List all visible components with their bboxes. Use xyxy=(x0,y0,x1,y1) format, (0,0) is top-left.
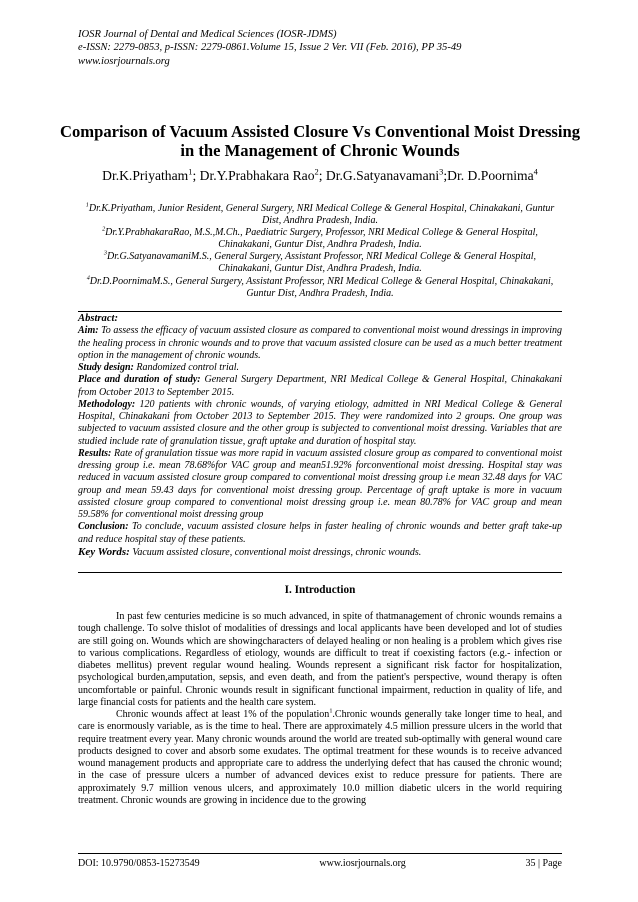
methodology-text: 120 patients with chronic wounds, of varying etiology, admitted in NRI Medical College & General Hospital, Chinakakani from October 2013 to September 2015. They were randomized into 2 groups. One group was subjected to vacuum assisted closure and the other group is subjected to conventional moist dressing. Variables that are studied include rate of granulation tissue, graft uptake and duration of hospital stay. xyxy=(78,398,562,447)
abstract-bottom-rule xyxy=(78,572,562,573)
author-affil-sup: 3 xyxy=(439,166,444,177)
author-affil-sup: 1 xyxy=(188,166,193,177)
abstract-top-rule xyxy=(78,311,562,312)
journal-name: IOSR Journal of Dental and Medical Sciences (IOSR-JDMS) xyxy=(78,29,337,40)
affiliation xyxy=(80,251,560,275)
conclusion-label: Conclusion: xyxy=(78,521,129,533)
author-name: Dr.Y.Prabhakara Rao xyxy=(199,168,315,183)
affiliation-sup: 1 xyxy=(85,201,89,209)
footer-url: www.iosrjournals.org xyxy=(319,858,406,869)
author-name: Dr.G.Satyanavamani xyxy=(325,168,440,183)
place-text: General Surgery Department, NRI Medical College & General Hospital, Chinakakani from October 2013 to September 2015. xyxy=(78,374,563,398)
author-name: Dr. D.Poornima xyxy=(447,168,534,183)
abstract-heading: Abstract: xyxy=(78,313,119,324)
section-heading: I. Introduction xyxy=(284,584,356,596)
body-paragraph: In past few centuries medicine is so much advanced, in spite of thatmanagement of chronic wounds remains a tough challenge. To solve thislot of modalities of dressings and local applicants have been developed and lot of studies are still going on. Wounds which are showingcharacters of delayed healing or non healing is a problem which gives rise to various complications. Regardless of etiology, wounds are difficult to treat if coexisting factors (e.g.- infection or diabetes mellitus) prevent regular wound healing. Wounds represent a significant risk factor for hospitalization, psychological burden,amputation, sepsis, and even death, and from the patient's perspective, wound therapy is often uncomfortable or painful. Chronic wounds result in significant functional impairment, reduction in quality of life, and large financial costs for patients and the health care system. xyxy=(78,611,562,708)
abstract-keywords xyxy=(78,546,562,559)
place-label: Place and duration of study: xyxy=(78,374,201,386)
results-label: Results: xyxy=(78,447,112,459)
affiliation-text: Dr.G.SatyanavamaniM.S., General Surgery, Assistant Professor, NRI Medical College & General Hospital, Chinakakani, Guntur Dist, Andhra Pradesh, India. xyxy=(107,251,537,275)
affiliation xyxy=(80,276,560,300)
abstract-results xyxy=(78,448,562,522)
author-separator: ; xyxy=(443,168,448,183)
affiliations xyxy=(80,203,560,300)
journal-issn: e-ISSN: 2279-0853, p-ISSN: 2279-0861.Volume 15, Issue 2 Ver. VII (Feb. 2016), PP 35-49 xyxy=(78,42,462,54)
keywords-label: Key Words: xyxy=(78,545,130,558)
results-text: Rate of granulation tissue was more rapid in vacuum assisted closure group as compared to conventional moist dressing group i.e. mean 78.68%for VAC group and mean51.92% forconventional moist dressing. Hospital stay was reduced in vacuum assisted closure group compared to conventional moist dressing group i.e mean 32.48 days for VAC group and mean 59.43 days for conventional moist dressing group. Percentage of graft uptake is more in vacuum assisted closure group compared to conventional moist dressing group i.e. mean 80.78% for VAC group and mean 59.58% for conventional moist dressing group xyxy=(78,447,563,520)
footer-doi: DOI: 10.9790/0853-15273549 xyxy=(78,858,200,869)
journal-header xyxy=(78,28,568,68)
affiliation-sup: 3 xyxy=(103,250,108,258)
author-affil-sup: 2 xyxy=(314,166,319,177)
conclusion-text: To conclude, vacuum assisted closure helps in faster healing of chronic wounds and better graft take-up and reduce hospital stay of these patients. xyxy=(78,521,562,545)
author-separator: ; xyxy=(192,168,200,183)
footer-page-number: 35 | Page xyxy=(525,858,562,869)
paragraph-text: .Chronic wounds generally take longer time to heal, and care is enormously variable, as is the time to heal. There are approximately 4.5 million pressure ulcers in the world that require treatment every year. Many chronic wounds around the world are treated sub-optimally with general wound care products designed to cover and absorb some exudates. The optimal treatment for these wounds is to receive advanced wound management products and appropriate care to address the underlying defect that has caused the chronic wound; in the case of pressure ulcers a number of advanced devices exist to reduce pressure for patients. There are approximately 9.7 million venous ulcers, and approximately 10.0 million diabetic ulcers in the world requiring treatment. Chronic wounds are growing in incidence due to the growing xyxy=(78,709,562,806)
paragraph-text: Chronic wounds affect at least 1% of the population xyxy=(116,709,330,720)
abstract-block xyxy=(78,313,562,559)
design-text: Randomized control trial. xyxy=(136,362,240,373)
affiliation-sup: 4 xyxy=(86,274,90,282)
author-affil-sup: 4 xyxy=(533,166,538,177)
aim-label: Aim: xyxy=(78,325,99,337)
keywords-text: Vacuum assisted closure, conventional moist dressings, chronic wounds. xyxy=(132,546,422,558)
affiliation xyxy=(80,203,560,227)
abstract-design xyxy=(78,362,562,374)
journal-url: www.iosrjournals.org xyxy=(78,55,170,67)
introduction-body xyxy=(78,611,562,807)
page-footer xyxy=(78,858,562,869)
footer-rule xyxy=(78,853,562,854)
affiliation-text: Dr.K.Priyatham, Junior Resident, General Surgery, NRI Medical College & General Hospital, Chinakakani, Guntur Dist, Andhra Pradesh, India. xyxy=(88,203,555,227)
affiliation xyxy=(80,227,560,251)
affiliation-text: Dr.Y.PrabhakaraRao, M.S.,M.Ch., Paediatric Surgery, Professor, NRI Medical College & General Hospital, Chinakakani, Guntur Dist, Andhra Pradesh, India. xyxy=(105,227,538,251)
methodology-label: Methodology: xyxy=(78,398,136,410)
aim-text: To assess the efficacy of vacuum assisted closure as compared to conventional moist wound dressings in improving the healing process in chronic wounds and to prove that vacuum assisted closure can be used as a much better treatment option in the management of chronic wounds. xyxy=(78,325,563,361)
affiliation-text: Dr.D.PoornimaM.S., General Surgery, Assistant Professor, NRI Medical College & General Hospital, Chinakakani, Guntur Dist, Andhra Pradesh, India. xyxy=(89,275,554,299)
author-name: Dr.K.Priyatham xyxy=(102,168,189,183)
abstract-aim xyxy=(78,325,562,362)
body-paragraph xyxy=(78,709,562,807)
design-label: Study design: xyxy=(78,362,134,373)
abstract-place xyxy=(78,374,562,399)
author-list xyxy=(90,167,550,184)
abstract-conclusion xyxy=(78,521,562,546)
abstract-methodology xyxy=(78,399,562,448)
author-separator: ; xyxy=(318,168,326,183)
paper-title: Comparison of Vacuum Assisted Closure Vs Conventional Moist Dressing in the Management of Chronic Wounds xyxy=(60,122,581,160)
citation-sup: 1 xyxy=(329,707,333,715)
affiliation-sup: 2 xyxy=(102,225,106,233)
